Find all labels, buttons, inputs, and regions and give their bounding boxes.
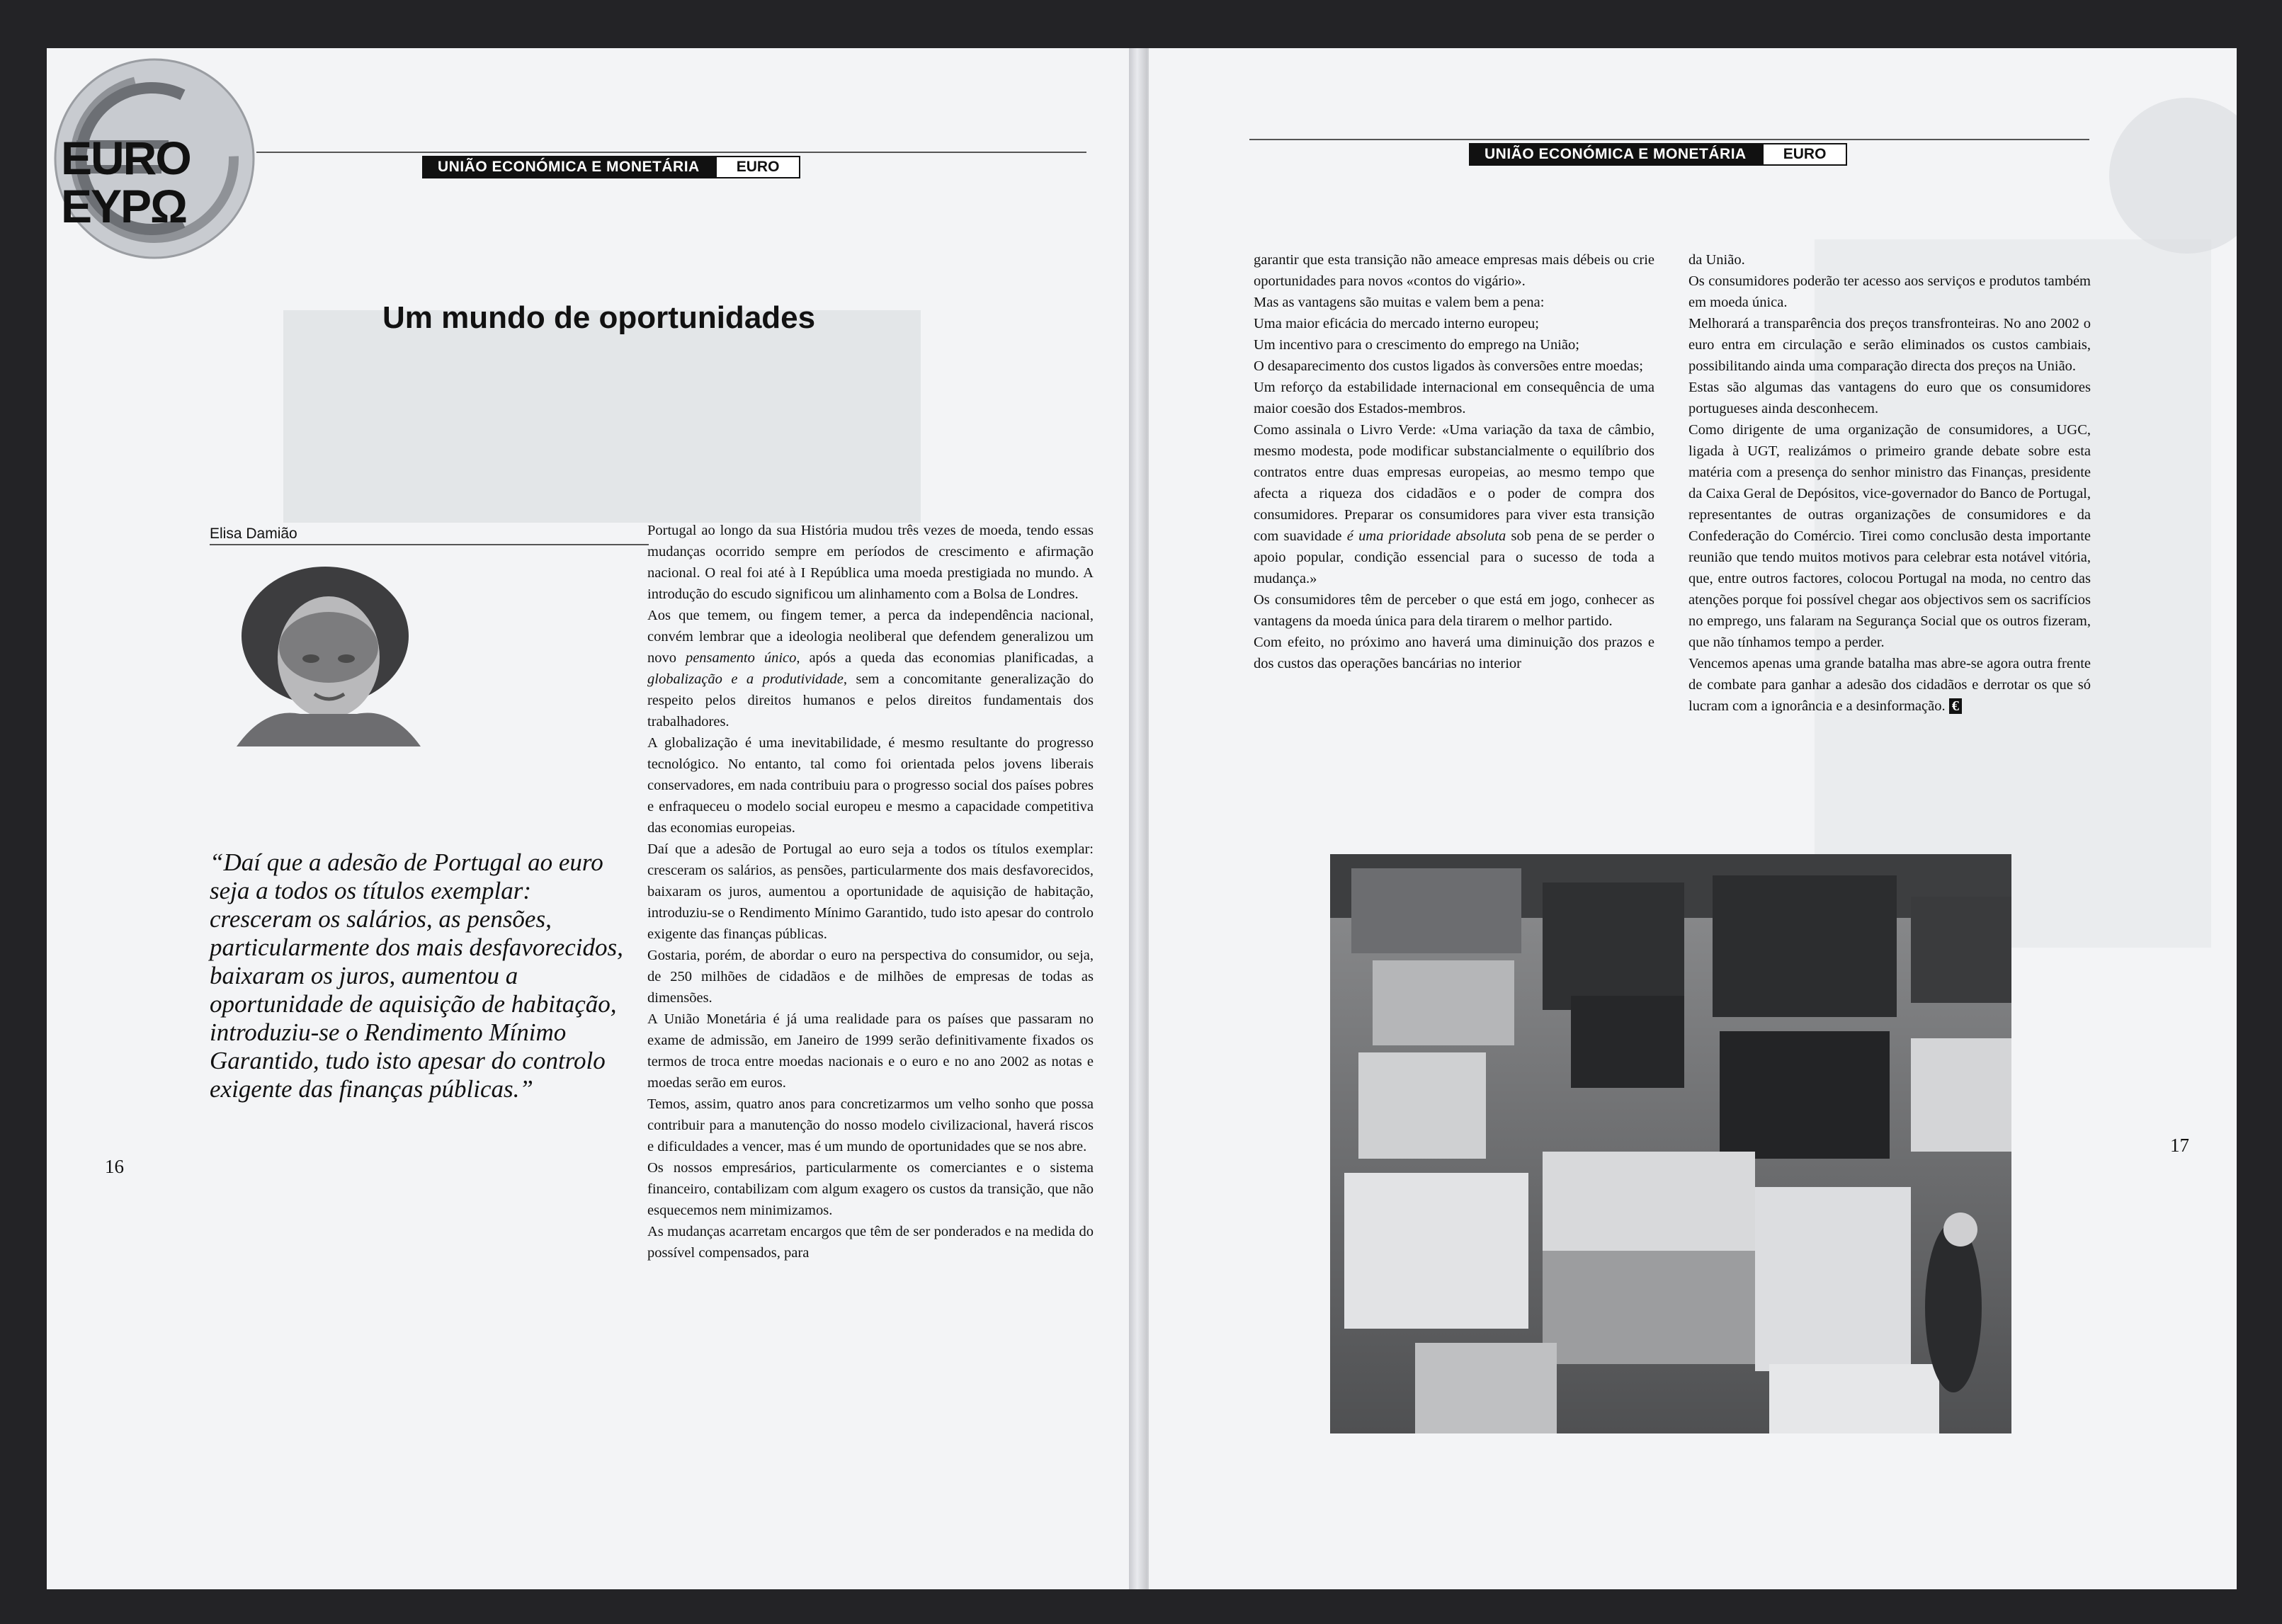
logo-line-1: EURO	[61, 132, 191, 184]
paragraph: A globalização é uma inevitabilidade, é mesmo resultante do progresso tecnológico. No entanto, tal como foi orientada pelos jovens liberais conservadores, em nada contribuiu para o progresso social dos países pobres e enfraqueceu o modelo social europeu e mesmo a capacidade competitiva das economias europeias.	[647, 735, 1094, 836]
spine-gutter	[1129, 48, 1147, 1589]
header-rule	[256, 152, 1086, 153]
paragraph: Daí que a adesão de Portugal ao euro seja a todos os títulos exemplar: cresceram os salários, as pensões, particularmente dos mais desfavorecidos, baixaram os juros, aumentou a oportunidade de aquisição de habitação, introduziu-se o Rendimento Mínimo Garantido, tudo isto apesar do controlo exigente das finanças públicas.	[647, 841, 1094, 942]
author-name: Elisa Damião	[210, 526, 297, 542]
paragraph: Gostaria, porém, de abordar o euro na perspectiva do consumidor, ou seja, de 250 milhões de cidadãos e de milhões de empresas de todas as dimensões.	[647, 948, 1094, 1006]
paragraph: Temos, assim, quatro anos para concretizarmos um velho sonho que possa contribuir para a manutenção do nosso modelo civilizacional, haverá riscos e dificuldades a vencer, mas é um mundo de oportunidades que se nos abre.	[647, 1096, 1094, 1154]
page-number-left: 16	[105, 1156, 124, 1177]
logo-line-2: EYPΩ	[61, 180, 186, 232]
list-item: Um reforço da estabilidade internacional em consequência de uma maior coesão dos Estados-membros.	[1254, 380, 1654, 416]
paragraph: As mudanças acarretam encargos que têm de ser ponderados e na medida do possível compensados, para	[647, 1224, 1094, 1261]
paragraph: A União Monetária é já uma realidade para os países que passaram no exame de admissão, em Janeiro de 1999 serão definitivamente fixados os termos de troca entre moedas nacionais e o euro e no ano 2002 as notas e moedas serão em euros.	[647, 1011, 1094, 1091]
article-column-1	[647, 520, 1094, 1264]
section-tag: EURO	[715, 156, 801, 178]
paragraph: Aos que temem, ou fingem temer, a perca da independência nacional, convém lembrar que a ideologia neoliberal que defendem generalizou um novo pensamento único, após a queda das economias planificadas, a globalização e a produtividade, sem a concomitante generalização do respeito pelos direitos humanos e pelos direitos fundamentais dos trabalhadores.	[647, 608, 1094, 729]
list-item: Uma maior eficácia do mercado interno europeu;	[1254, 316, 1539, 331]
article-column-3	[1688, 249, 2091, 717]
warehouse-photo	[1330, 854, 2011, 1433]
list-item: O desaparecimento dos custos ligados às conversões entre moedas;	[1254, 358, 1643, 374]
euro-watermark-icon	[2081, 91, 2237, 261]
section-tag: EURO	[1762, 143, 1848, 166]
paragraph: Melhorará a transparência dos preços transfronteiras. No ano 2002 o euro entra em circulação e serão eliminados os custos cambiais, possibilitando ainda uma comparação directa dos preços na União.	[1688, 316, 2091, 374]
paragraph: Os consumidores poderão ter acesso aos serviços e produtos também em moeda única.	[1688, 273, 2091, 310]
paragraph: Estas são algumas das vantagens do euro que os consumidores portugueses ainda desconhecem.	[1688, 380, 2091, 416]
author-portrait	[208, 565, 435, 746]
paragraph: Os consumidores têm de perceber o que está em jogo, conhecer as vantagens da moeda única para dela tirarem o melhor partido.	[1254, 592, 1654, 629]
paragraph: Mas as vantagens são muitas e valem bem a pena:	[1254, 295, 1545, 310]
euro-logo	[48, 52, 261, 265]
section-header	[422, 156, 800, 178]
article-column-2	[1254, 249, 1654, 674]
author-rule	[210, 544, 649, 545]
section-header	[1469, 143, 1847, 166]
header-rule	[1249, 139, 2089, 140]
paragraph: Como dirigente de uma organização de consumidores, a UGC, ligada à UGT, realizámos o primeiro grande debate sobre esta matéria com a presença do senhor ministro das Finanças, presidente da Caixa Geral de Depósitos, vice-governador do Banco de Portugal, representantes de outras organizações de consumidores e da Confederação do Comércio. Tirei como conclusão desta importante reunião que tendo muitos motivos para celebrar esta notável vitória, que, entre outros factores, colocou Portugal na moda, no centro das atenções porque foi possível chegar aos objectivos sem os sacrifícios no emprego, uns falaram na Segurança Social que os outros fizeram, que não tínhamos tempo a perder.	[1688, 422, 2091, 650]
page-number-right: 17	[2170, 1135, 2189, 1156]
paragraph: Os nossos empresários, particularmente os comerciantes e o sistema financeiro, contabilizam com algum exagero os custos da transição, que não esquecemos nem minimizamos.	[647, 1160, 1094, 1218]
section-label: UNIÃO ECONÓMICA E MONETÁRIA	[422, 156, 715, 178]
section-label: UNIÃO ECONÓMICA E MONETÁRIA	[1469, 143, 1762, 166]
pull-quote: “Daí que a adesão de Portugal ao euro seja a todos os títulos exemplar: cresceram os salários, as pensões, particularmente dos mais desfavorecidos, baixaram os juros, aumentou a oportunidade de aquisição de habitação, introduziu-se o Rendimento Mínimo Garantido, tudo isto apesar do controlo exigente das finanças públicas.”	[210, 848, 623, 1103]
paragraph: Com efeito, no próximo ano haverá uma diminuição dos prazos e dos custos das operações bancárias no interior	[1254, 635, 1654, 671]
paragraph: Vencemos apenas uma grande batalha mas abre-se agora outra frente de combate para ganhar a adesão dos cidadãos e derrotar os que só lucram com a ignorância e a desinformação. €	[1688, 656, 2091, 714]
list-item: Um incentivo para o crescimento do emprego na União;	[1254, 337, 1579, 353]
bleed-through-image	[283, 310, 921, 523]
paragraph: Portugal ao longo da sua História mudou três vezes de moeda, tendo essas mudanças ocorrido sempre em períodos de crescimento e afirmação nacional. O real foi até à I República uma moeda prestigiada no mundo. A introdução do escudo significou um alinhamento com a Bolsa de Londres.	[647, 523, 1094, 602]
paragraph: da União.	[1688, 252, 1745, 268]
article-title: Um mundo de oportunidades	[382, 300, 816, 335]
left-page	[47, 48, 1130, 1589]
paragraph: garantir que esta transição não ameace empresas mais débeis ou crie oportunidades para novos «contos do vigário».	[1254, 252, 1654, 289]
end-mark-icon: €	[1949, 698, 1962, 714]
paragraph: Como assinala o Livro Verde: «Uma variação da taxa de câmbio, mesmo modesta, pode modificar substancialmente o equilíbrio dos contratos entre duas empresas europeias, ao mesmo tempo que afecta a riqueza dos cidadãos e o poder de compra dos consumidores. Preparar os consumidores para viver esta transição com suavidade é uma prioridade absoluta sob pena de se perder o apoio popular, condição essencial para o sucesso de toda a mudança.»	[1254, 422, 1655, 586]
